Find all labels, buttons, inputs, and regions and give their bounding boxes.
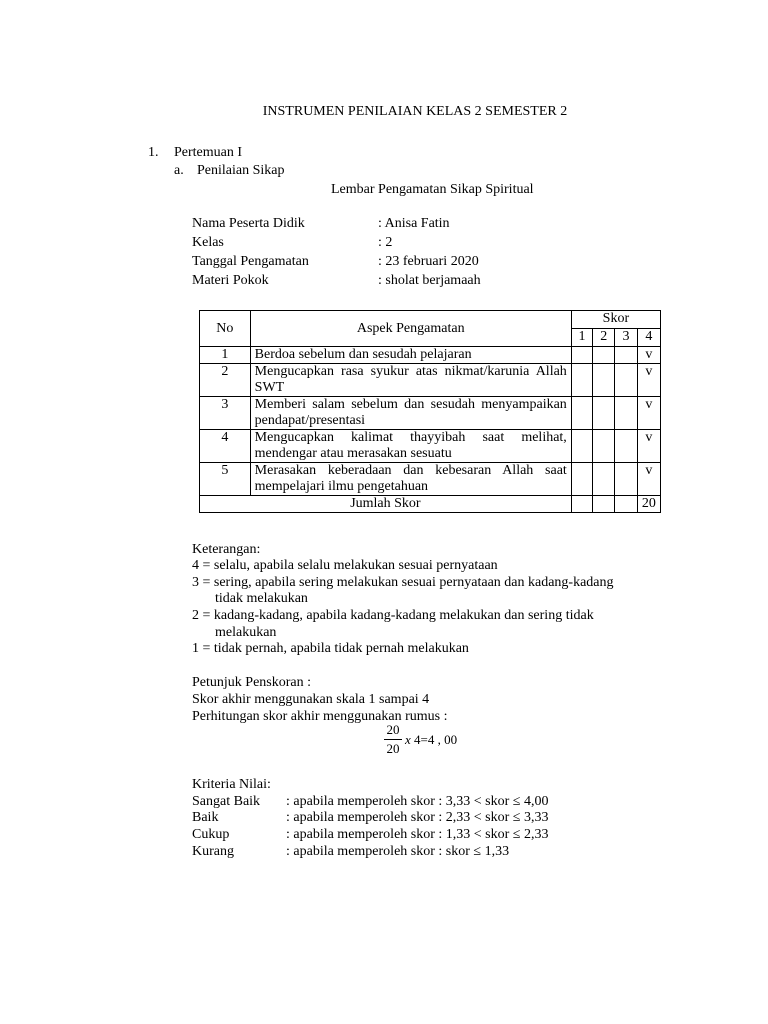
row-mark [571, 463, 592, 496]
row-mark [593, 347, 615, 364]
table-row [200, 364, 661, 397]
criteria-label: Cukup [192, 827, 230, 842]
row-mark [571, 347, 592, 364]
row-number: 2 [200, 364, 251, 397]
identity-label: Nama Peserta Didik [192, 216, 305, 231]
score-level: 4 [637, 329, 660, 347]
score-level: 2 [593, 329, 615, 347]
identity-label: Tanggal Pengamatan [192, 254, 309, 269]
row-number: 5 [200, 463, 251, 496]
header-aspect: Aspek Pengamatan [250, 311, 571, 347]
section-number: 1. [148, 145, 159, 160]
document-title: INSTRUMEN PENILAIAN KELAS 2 SEMESTER 2 [262, 104, 568, 119]
row-mark [593, 397, 615, 430]
observation-table [199, 310, 661, 513]
row-mark [571, 430, 592, 463]
row-mark [615, 430, 637, 463]
legend-heading: Keterangan: [192, 542, 261, 557]
criteria-heading: Kriteria Nilai: [192, 777, 271, 792]
legend-item: 3 = sering, apabila sering melakukan sesuai pernyataan dan kadang-kadang [192, 575, 614, 590]
legend-item: 4 = selalu, apabila selalu melakukan sesuai pernyataan [192, 558, 498, 573]
scoring-heading: Petunjuk Penskoran : [192, 675, 311, 690]
criteria-text: : apabila memperoleh skor : skor ≤ 1,33 [286, 844, 510, 859]
score-level: 1 [571, 329, 592, 347]
criteria-text: : apabila memperoleh skor : 3,33 < skor ≤ 4,00 [286, 794, 549, 809]
formula-numerator: 20 [386, 722, 400, 737]
row-mark: v [637, 347, 660, 364]
total-label: Jumlah Skor [200, 496, 572, 513]
table-row [200, 430, 661, 463]
legend-item: 1 = tidak pernah, apabila tidak pernah melakukan [192, 641, 469, 656]
table-row [200, 463, 661, 496]
criteria-text: : apabila memperoleh skor : 2,33 < skor ≤ 3,33 [286, 810, 549, 825]
row-mark [615, 364, 637, 397]
sheet-title: Lembar Pengamatan Sikap Spiritual [331, 182, 534, 197]
identity-value: : 23 februari 2020 [378, 254, 479, 269]
row-mark: v [637, 463, 660, 496]
identity-label: Kelas [192, 235, 224, 250]
row-mark: v [637, 397, 660, 430]
header-no: No [200, 311, 251, 347]
identity-value: : Anisa Fatin [378, 216, 450, 231]
criteria-label: Baik [192, 810, 219, 825]
row-aspect: Berdoa sebelum dan sesudah pelajaran [250, 347, 571, 364]
criteria-label: Kurang [192, 844, 234, 859]
table-row [200, 347, 661, 364]
criteria-text: : apabila memperoleh skor : 1,33 < skor ≤ 2,33 [286, 827, 549, 842]
legend-item: 2 = kadang-kadang, apabila kadang-kadang melakukan dan sering tidak [192, 608, 594, 623]
row-aspect: Mengucapkan rasa syukur atas nikmat/karunia Allah SWT [250, 364, 571, 397]
row-aspect: Mengucapkan kalimat thayyibah saat melihat, mendengar atau merasakan sesuatu [250, 430, 571, 463]
row-mark [571, 364, 592, 397]
row-mark [615, 463, 637, 496]
table-row [200, 397, 661, 430]
subsection-label: Penilaian Sikap [197, 163, 285, 178]
row-mark [593, 463, 615, 496]
row-number: 1 [200, 347, 251, 364]
formula-times: x [405, 732, 411, 747]
legend-item-continuation: melakukan [215, 625, 277, 640]
row-mark: v [637, 430, 660, 463]
formula-denominator: 20 [386, 741, 400, 756]
section-label: Pertemuan I [174, 145, 243, 160]
identity-value: : 2 [378, 235, 393, 250]
identity-value: : sholat berjamaah [378, 273, 481, 288]
header-score: Skor [571, 311, 660, 329]
row-mark [571, 397, 592, 430]
score-level: 3 [615, 329, 637, 347]
scoring-line: Skor akhir menggunakan skala 1 sampai 4 [192, 692, 430, 707]
identity-label: Materi Pokok [192, 273, 269, 288]
row-aspect: Merasakan keberadaan dan kebesaran Allah saat mempelajari ilmu pengetahuan [250, 463, 571, 496]
scoring-line: Perhitungan skor akhir menggunakan rumus : [192, 709, 448, 724]
subsection-letter: a. [174, 163, 184, 178]
row-mark [593, 364, 615, 397]
fraction-bar [384, 739, 402, 740]
formula-result: 4=4 , 00 [414, 732, 458, 747]
row-mark: v [637, 364, 660, 397]
legend-item-continuation: tidak melakukan [215, 591, 308, 606]
row-mark [593, 430, 615, 463]
row-mark [615, 397, 637, 430]
row-aspect: Memberi salam sebelum dan sesudah menyampaikan pendapat/presentasi [250, 397, 571, 430]
total-value: 20 [637, 496, 660, 513]
row-number: 4 [200, 430, 251, 463]
row-number: 3 [200, 397, 251, 430]
total-row [200, 496, 661, 513]
criteria-label: Sangat Baik [192, 794, 261, 809]
row-mark [615, 347, 637, 364]
